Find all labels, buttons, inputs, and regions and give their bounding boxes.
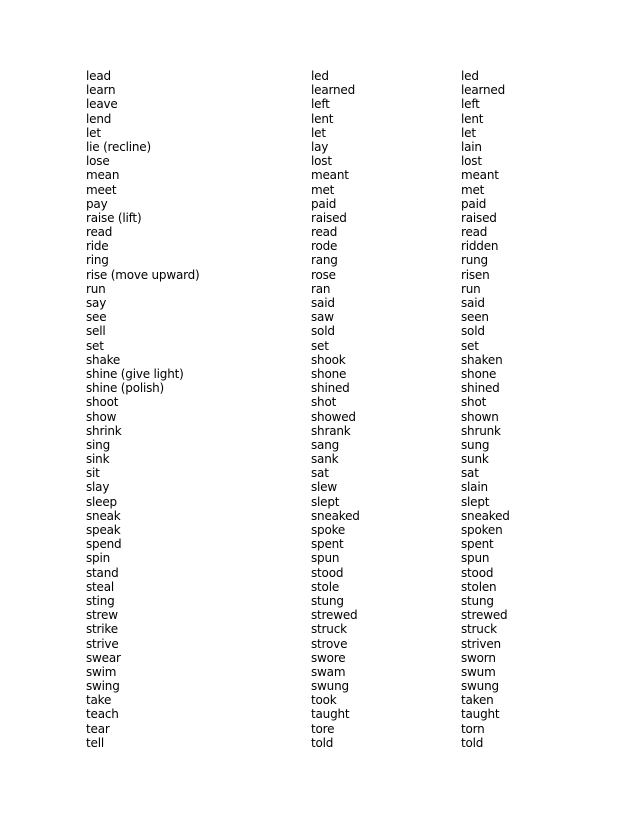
verb-row [86,637,526,651]
verb-past-participle: shaken [461,352,503,367]
verb-base-form: say [86,296,107,310]
verb-past-tense: told [311,735,334,750]
verb-row [86,679,526,693]
verb-row [86,424,526,438]
verb-past-participle: spun [461,551,490,566]
verb-row [86,83,526,97]
verb-past-tense: learned [311,83,355,98]
verb-past-tense: sang [311,437,340,452]
verb-past-participle: slept [461,494,490,509]
verb-base-form: rise (move upward) [86,267,200,282]
verb-base-form: swear [86,650,121,665]
verb-past-tense: rang [311,253,338,268]
verb-base-form: show [86,409,117,424]
verb-past-tense: strewed [311,608,358,623]
verb-row [86,211,526,225]
verb-row [86,367,526,381]
verb-row [86,126,526,140]
verb-base-form: learn [86,83,116,98]
verb-past-participle: raised [461,210,497,225]
verb-row [86,310,526,324]
verb-past-participle: taken [461,693,494,708]
verb-past-participle: sold [461,324,485,339]
verb-past-participle: risen [461,267,490,282]
verb-base-form: strew [86,608,118,623]
verb-past-tense: rode [311,239,338,254]
verb-row [86,410,526,424]
verb-row [86,594,526,608]
verb-row [86,296,526,310]
verb-past-tense: sneaked [311,508,360,523]
verb-past-participle: rung [461,253,488,268]
verb-past-tense: read [311,225,338,240]
irregular-verb-table [86,69,526,750]
verb-past-participle: shown [461,409,499,424]
verb-past-participle: stung [461,593,494,608]
verb-base-form: sneak [86,508,121,523]
verb-row [86,608,526,622]
verb-past-participle: swum [461,664,496,679]
verb-base-form: slay [86,480,110,495]
verb-past-tense: taught [311,707,350,722]
verb-base-form: sell [86,324,106,339]
verb-past-tense: lost [311,154,332,169]
verb-base-form: sleep [86,494,117,509]
verb-past-tense: swung [311,679,349,694]
verb-past-tense: stung [311,593,344,608]
verb-past-tense: set [311,338,329,353]
verb-past-tense: shook [311,352,346,367]
verb-base-form: spend [86,537,122,552]
verb-past-tense: spoke [311,523,346,537]
verb-base-form: swing [86,679,120,694]
verb-past-participle: lost [461,154,482,169]
verb-past-participle: shined [461,381,500,396]
verb-row [86,225,526,239]
verb-base-form: set [86,338,104,353]
verb-row [86,239,526,253]
verb-past-participle: paid [461,196,487,211]
verb-past-participle: led [461,69,479,83]
verb-past-tense: stole [311,579,340,594]
verb-past-tense: rose [311,267,336,282]
verb-base-form: shine (give light) [86,366,184,381]
verb-row [86,523,526,537]
verb-past-participle: ridden [461,239,499,254]
verb-base-form: sink [86,452,110,467]
verb-past-tense: let [311,125,326,140]
verb-base-form: mean [86,168,120,183]
verb-row [86,509,526,523]
verb-past-tense: stood [311,565,344,580]
verb-base-form: leave [86,97,118,112]
verb-row [86,395,526,409]
verb-row [86,69,526,83]
verb-past-participle: seen [461,310,489,325]
verb-base-form: pay [86,196,108,211]
verb-past-participle: struck [461,622,497,637]
verb-row [86,183,526,197]
verb-past-participle: shone [461,366,497,381]
verb-past-tense: raised [311,210,347,225]
verb-base-form: ride [86,239,109,254]
verb-row [86,353,526,367]
verb-row [86,140,526,154]
verb-base-form: speak [86,523,121,537]
verb-past-tense: meant [311,168,349,183]
verb-past-tense: sank [311,452,339,467]
verb-base-form: lie (recline) [86,139,151,154]
verb-past-tense: ran [311,281,331,296]
verb-base-form: sting [86,593,115,608]
verb-row [86,324,526,338]
verb-past-participle: torn [461,721,485,736]
verb-past-participle: run [461,281,481,296]
verb-row [86,480,526,494]
verb-past-participle: stood [461,565,494,580]
verb-past-participle: shrunk [461,423,501,438]
verb-base-form: lead [86,69,111,83]
verb-row [86,551,526,565]
verb-past-tense: swam [311,664,346,679]
verb-past-participle: set [461,338,479,353]
verb-base-form: teach [86,707,119,722]
verb-past-participle: spoken [461,523,503,537]
verb-row [86,452,526,466]
verb-past-participle: said [461,296,485,310]
verb-base-form: steal [86,579,115,594]
verb-past-tense: sat [311,466,329,481]
verb-base-form: stand [86,565,119,580]
verb-base-form: swim [86,664,117,679]
verb-past-participle: read [461,225,488,240]
verb-past-tense: left [311,97,330,112]
verb-past-participle: slain [461,480,488,495]
verb-past-tense: swore [311,650,346,665]
verb-row [86,580,526,594]
verb-base-form: strike [86,622,118,637]
verb-past-tense: saw [311,310,334,325]
verb-past-participle: stolen [461,579,497,594]
verb-past-tense: paid [311,196,337,211]
verb-base-form: sit [86,466,100,481]
verb-past-tense: slew [311,480,337,495]
verb-row [86,651,526,665]
verb-base-form: raise (lift) [86,210,142,225]
verb-row [86,438,526,452]
verb-past-participle: sunk [461,452,489,467]
verb-past-participle: taught [461,707,500,722]
verb-row [86,466,526,480]
verb-past-participle: sneaked [461,508,510,523]
verb-base-form: spin [86,551,111,566]
verb-row [86,197,526,211]
verb-past-tense: struck [311,622,347,637]
verb-base-form: sing [86,437,111,452]
verb-base-form: see [86,310,107,325]
verb-row [86,168,526,182]
verb-base-form: read [86,225,113,240]
verb-past-tense: tore [311,721,335,736]
verb-past-tense: lent [311,111,334,126]
verb-base-form: ring [86,253,109,268]
verb-past-participle: shot [461,395,487,410]
verb-row [86,736,526,750]
verb-base-form: shine (polish) [86,381,165,396]
verb-base-form: tear [86,721,110,736]
verb-past-participle: strewed [461,608,508,623]
verb-row [86,253,526,267]
verb-past-participle: swung [461,679,499,694]
verb-past-tense: took [311,693,337,708]
verb-past-tense: lay [311,139,329,154]
verb-row [86,495,526,509]
verb-row [86,339,526,353]
verb-base-form: shake [86,352,121,367]
verb-past-participle: sworn [461,650,496,665]
verb-base-form: meet [86,182,117,197]
verb-past-tense: sold [311,324,335,339]
verb-row [86,154,526,168]
verb-past-participle: lent [461,111,484,126]
verb-base-form: take [86,693,112,708]
verb-base-form: shrink [86,423,122,438]
verb-row [86,693,526,707]
verb-row [86,97,526,111]
verb-past-participle: told [461,735,484,750]
verb-past-tense: shone [311,366,347,381]
verb-base-form: run [86,281,106,296]
verb-row [86,112,526,126]
verb-past-participle: met [461,182,485,197]
verb-past-tense: met [311,182,335,197]
verb-past-participle: let [461,125,476,140]
verb-past-participle: left [461,97,480,112]
verb-past-participle: sung [461,437,490,452]
verb-past-tense: shined [311,381,350,396]
verb-past-participle: sat [461,466,479,481]
verb-past-tense: said [311,296,335,310]
verb-base-form: strive [86,636,119,651]
verb-past-participle: lain [461,139,482,154]
verb-row [86,622,526,636]
verb-past-participle: striven [461,636,501,651]
verb-past-participle: meant [461,168,499,183]
verb-past-tense: slept [311,494,340,509]
verb-row [86,381,526,395]
verb-past-tense: showed [311,409,356,424]
verb-past-tense: spun [311,551,340,566]
verb-base-form: tell [86,735,104,750]
verb-row [86,665,526,679]
verb-past-tense: shrank [311,423,351,438]
verb-base-form: shoot [86,395,119,410]
verb-base-form: let [86,125,101,140]
verb-row [86,722,526,736]
verb-row [86,268,526,282]
verb-base-form: lend [86,111,112,126]
verb-past-tense: led [311,69,329,83]
verb-row [86,282,526,296]
verb-past-participle: spent [461,537,494,552]
verb-row [86,566,526,580]
verb-past-participle: learned [461,83,505,98]
verb-row [86,537,526,551]
verb-row [86,707,526,721]
verb-past-tense: shot [311,395,337,410]
verb-base-form: lose [86,154,110,169]
verb-past-tense: spent [311,537,344,552]
verb-past-tense: strove [311,636,348,651]
